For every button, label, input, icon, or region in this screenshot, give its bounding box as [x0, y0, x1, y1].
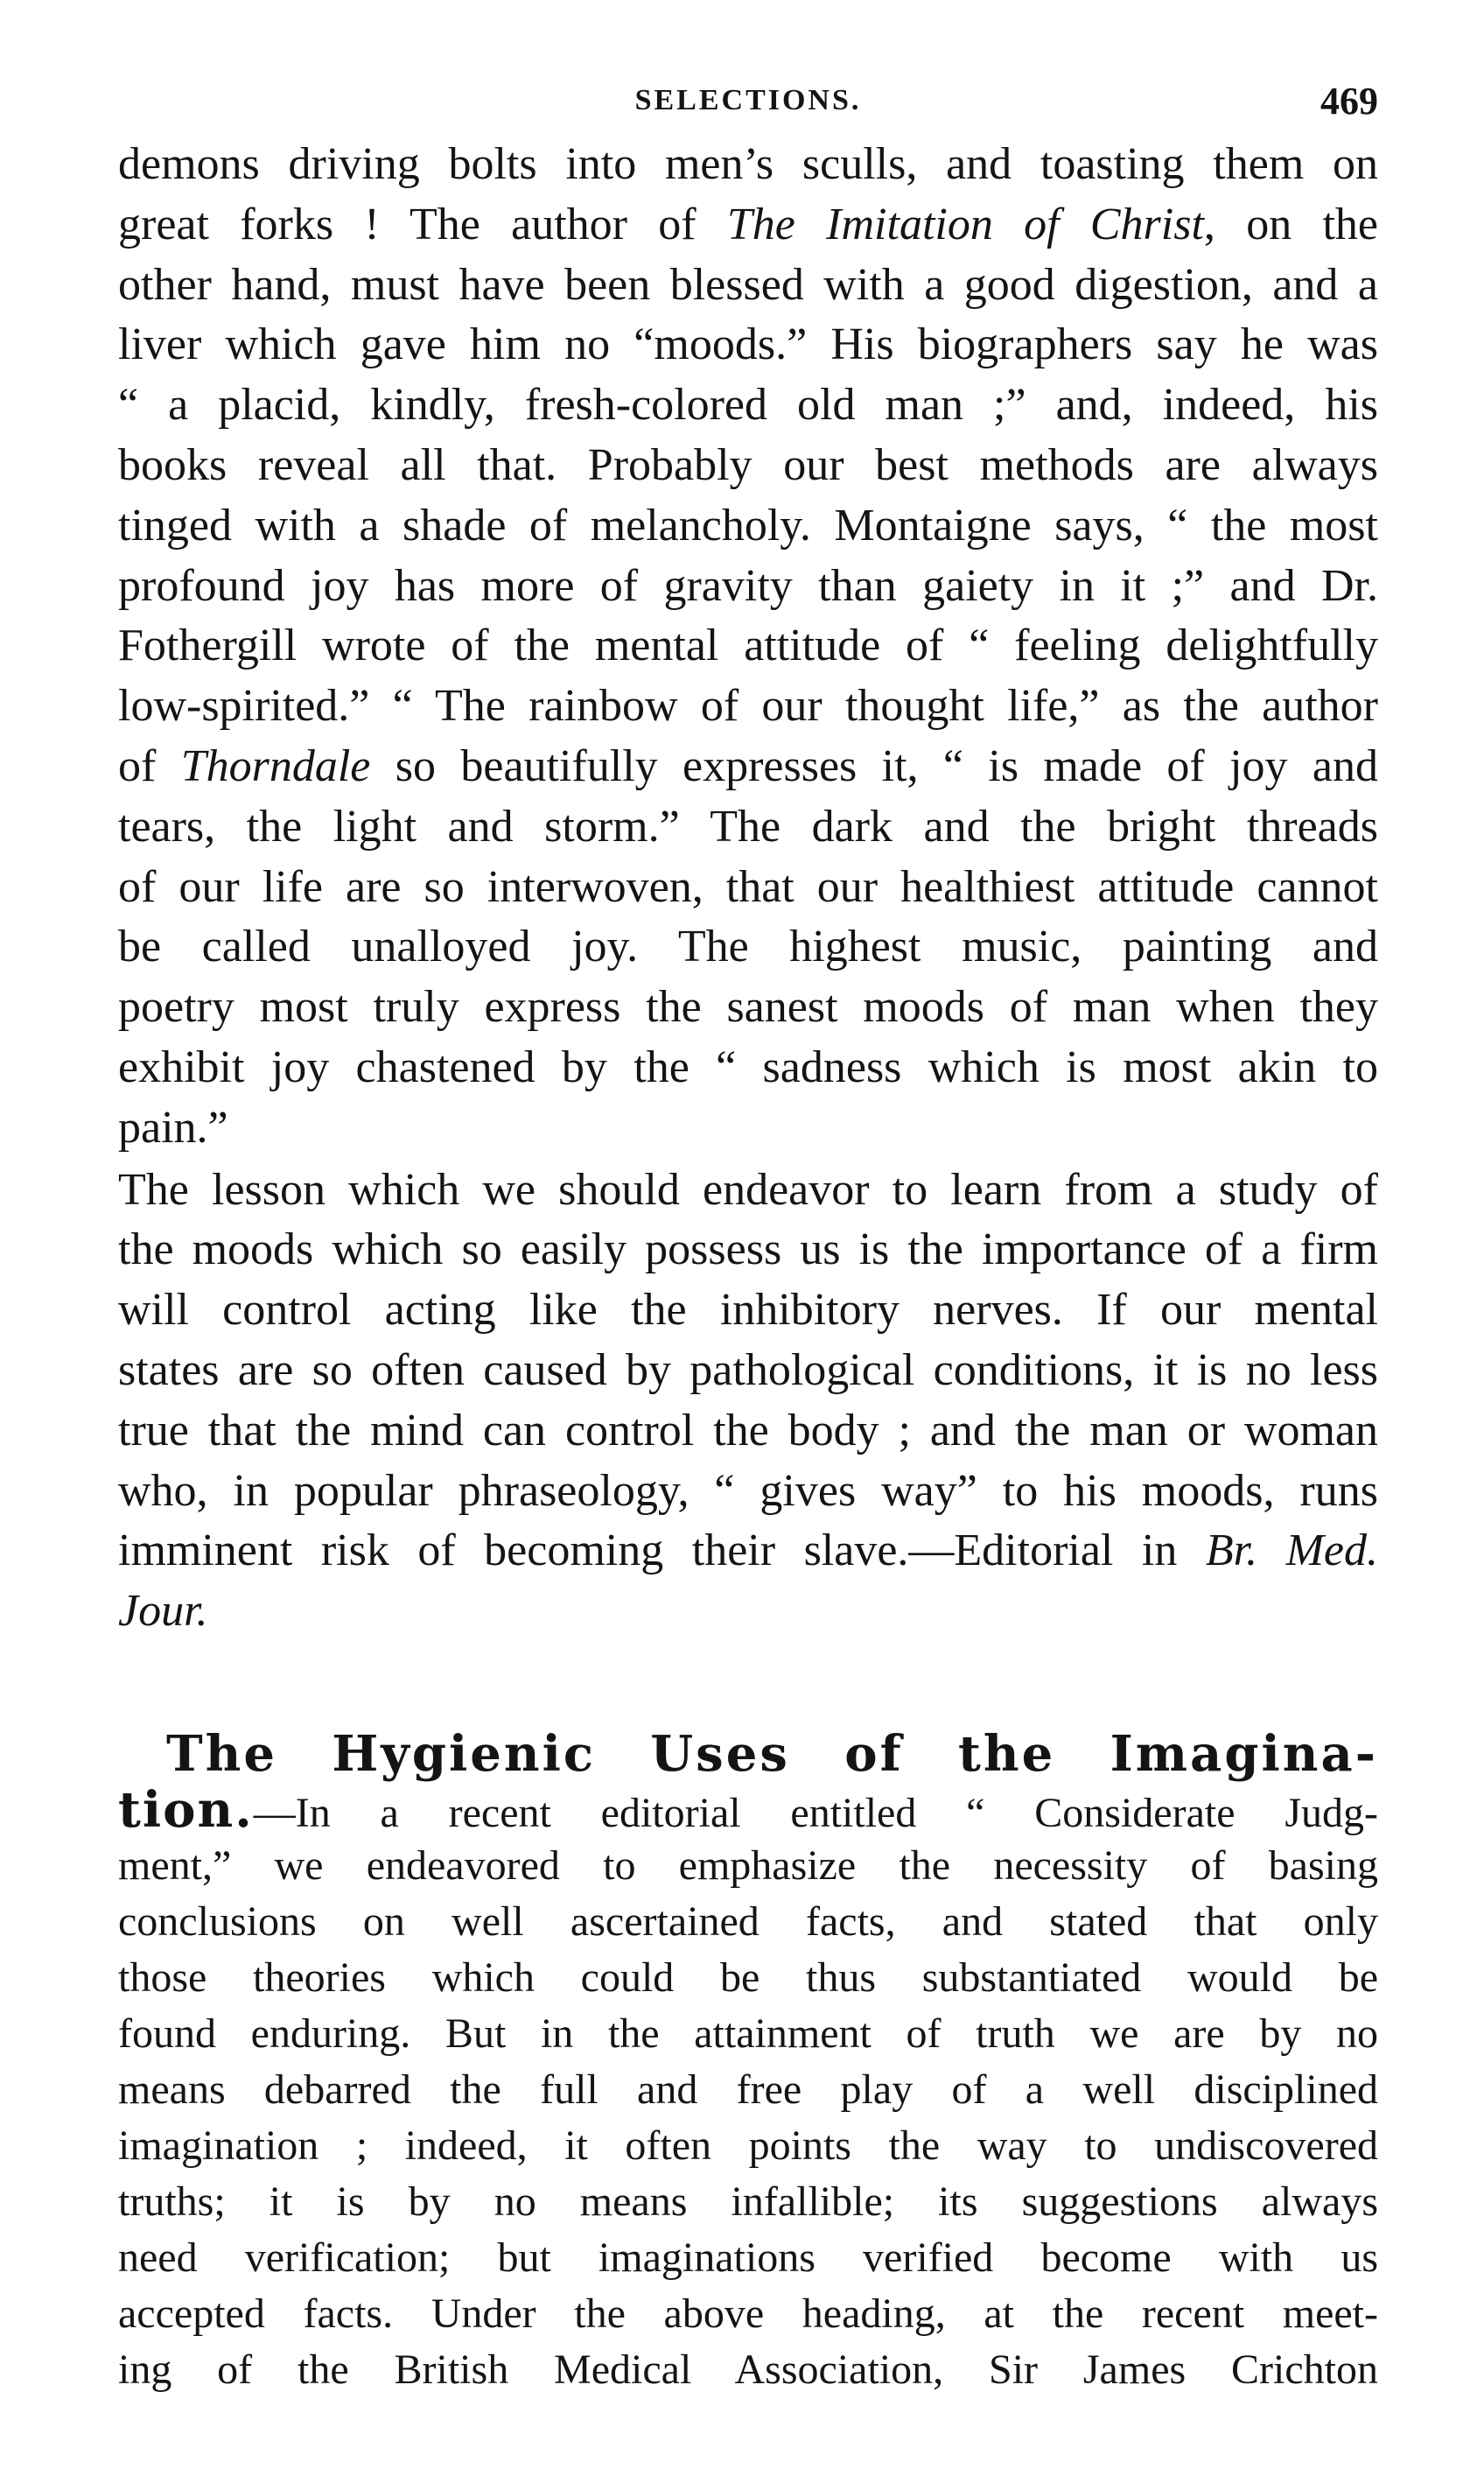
text-line: states are so often caused by pathological conditions, it is no less	[118, 1344, 1378, 1395]
text-line: imminent risk of becoming their slave.—Editorial in Br. Med.	[118, 1526, 1378, 1576]
text-line: conclusions on well ascertained facts, and stated that only	[118, 1897, 1378, 1945]
text-line: profound joy has more of gravity than gaiety in it ;” and Dr.	[118, 560, 1378, 611]
text-line: imagination ; indeed, it often points the way to undiscovered	[118, 2122, 1378, 2169]
text-line	[118, 1582, 1378, 1642]
text-line: means debarred the full and free play of a well disciplined	[118, 2066, 1378, 2113]
text-line: great forks ! The author of The Imitation of Christ, on the	[118, 199, 1378, 249]
text-line: of our life are so interwoven, that our healthiest attitude cannot	[118, 861, 1378, 912]
text-line: be called unalloyed joy. The highest music, painting and	[118, 922, 1378, 972]
text-line: truths; it is by no means infallible; its suggestions always	[118, 2178, 1378, 2225]
text-line: ing of the British Medical Association, Sir James Crichton	[118, 2346, 1378, 2393]
running-head	[118, 79, 1378, 131]
book-title-thorndale: Thorndale	[180, 740, 371, 791]
text-line: low-spirited.” “ The rainbow of our thought life,” as the author	[118, 681, 1378, 732]
text-line: pain.”	[118, 1102, 228, 1153]
section-spacer	[118, 1642, 1378, 1726]
text-line: poetry most truly express the sanest moods of man when they	[118, 982, 1378, 1033]
section-hygienic-imagination	[118, 1726, 1378, 2398]
text-line: The lesson which we should endeavor to learn from a study of	[118, 1164, 1378, 1215]
text-line: exhibit joy chastened by the “ sadness which is most akin to	[118, 1042, 1378, 1092]
text-line: “ a placid, kindly, fresh-colored old man ;” and, indeed, his	[118, 380, 1378, 431]
text-line: true that the mind can control the body ; and the man or woman	[118, 1405, 1378, 1455]
text-line: other hand, must have been blessed with a good digestion, and a	[118, 259, 1378, 310]
section-heading-cont: tion.	[118, 1781, 254, 1838]
text-line: tinged with a shade of melancholy. Montaigne says, “ the most	[118, 500, 1378, 551]
text-line: tion.—In a recent editorial entitled “ Considerate Judg-	[118, 1781, 1378, 1838]
text-line: ment,” we endeavored to emphasize the necessity of basing	[118, 1841, 1378, 1889]
paragraph-lesson	[118, 1161, 1378, 1642]
text-line: Fothergill wrote of the mental attitude of “ feeling delightfully	[118, 621, 1378, 671]
text-line: books reveal all that. Probably our best methods are always	[118, 439, 1378, 490]
text-line: those theories which could be thus substantiated would be	[118, 1953, 1378, 2001]
journal-citation: Br. Med.	[1205, 1526, 1378, 1576]
text-line: will control acting like the inhibitory nerves. If our mental	[118, 1285, 1378, 1336]
section-heading: The Hygienic Uses of the Imagina-	[166, 1724, 1378, 1783]
text-line: tears, the light and storm.” The dark and the bright threads	[118, 801, 1378, 852]
text-line: accepted facts. Under the above heading, at the recent meet-	[118, 2290, 1378, 2337]
page	[118, 79, 1378, 2398]
journal-citation-cont: Jour.	[118, 1586, 208, 1637]
paragraph-moods	[118, 135, 1378, 1159]
book-title-imitation: The Imitation of Christ	[726, 199, 1204, 249]
text-line: need verification; but imaginations verified become with us	[118, 2234, 1378, 2281]
running-title: SELECTIONS.	[634, 84, 862, 116]
text-line: demons driving bolts into men’s sculls, and toasting them on	[118, 139, 1378, 189]
text-line: the moods which so easily possess us is the importance of a firm	[118, 1224, 1378, 1275]
text-line: found enduring. But in the attainment of truth we are by no	[118, 2010, 1378, 2057]
page-number: 469	[1320, 80, 1378, 123]
text-line: of Thorndale so beautifully expresses it, “ is made of joy and	[118, 740, 1378, 791]
text-line: who, in popular phraseology, “ gives way” to his moods, runs	[118, 1465, 1378, 1516]
text-line: liver which gave him no “moods.” His biographers say he was	[118, 319, 1378, 370]
